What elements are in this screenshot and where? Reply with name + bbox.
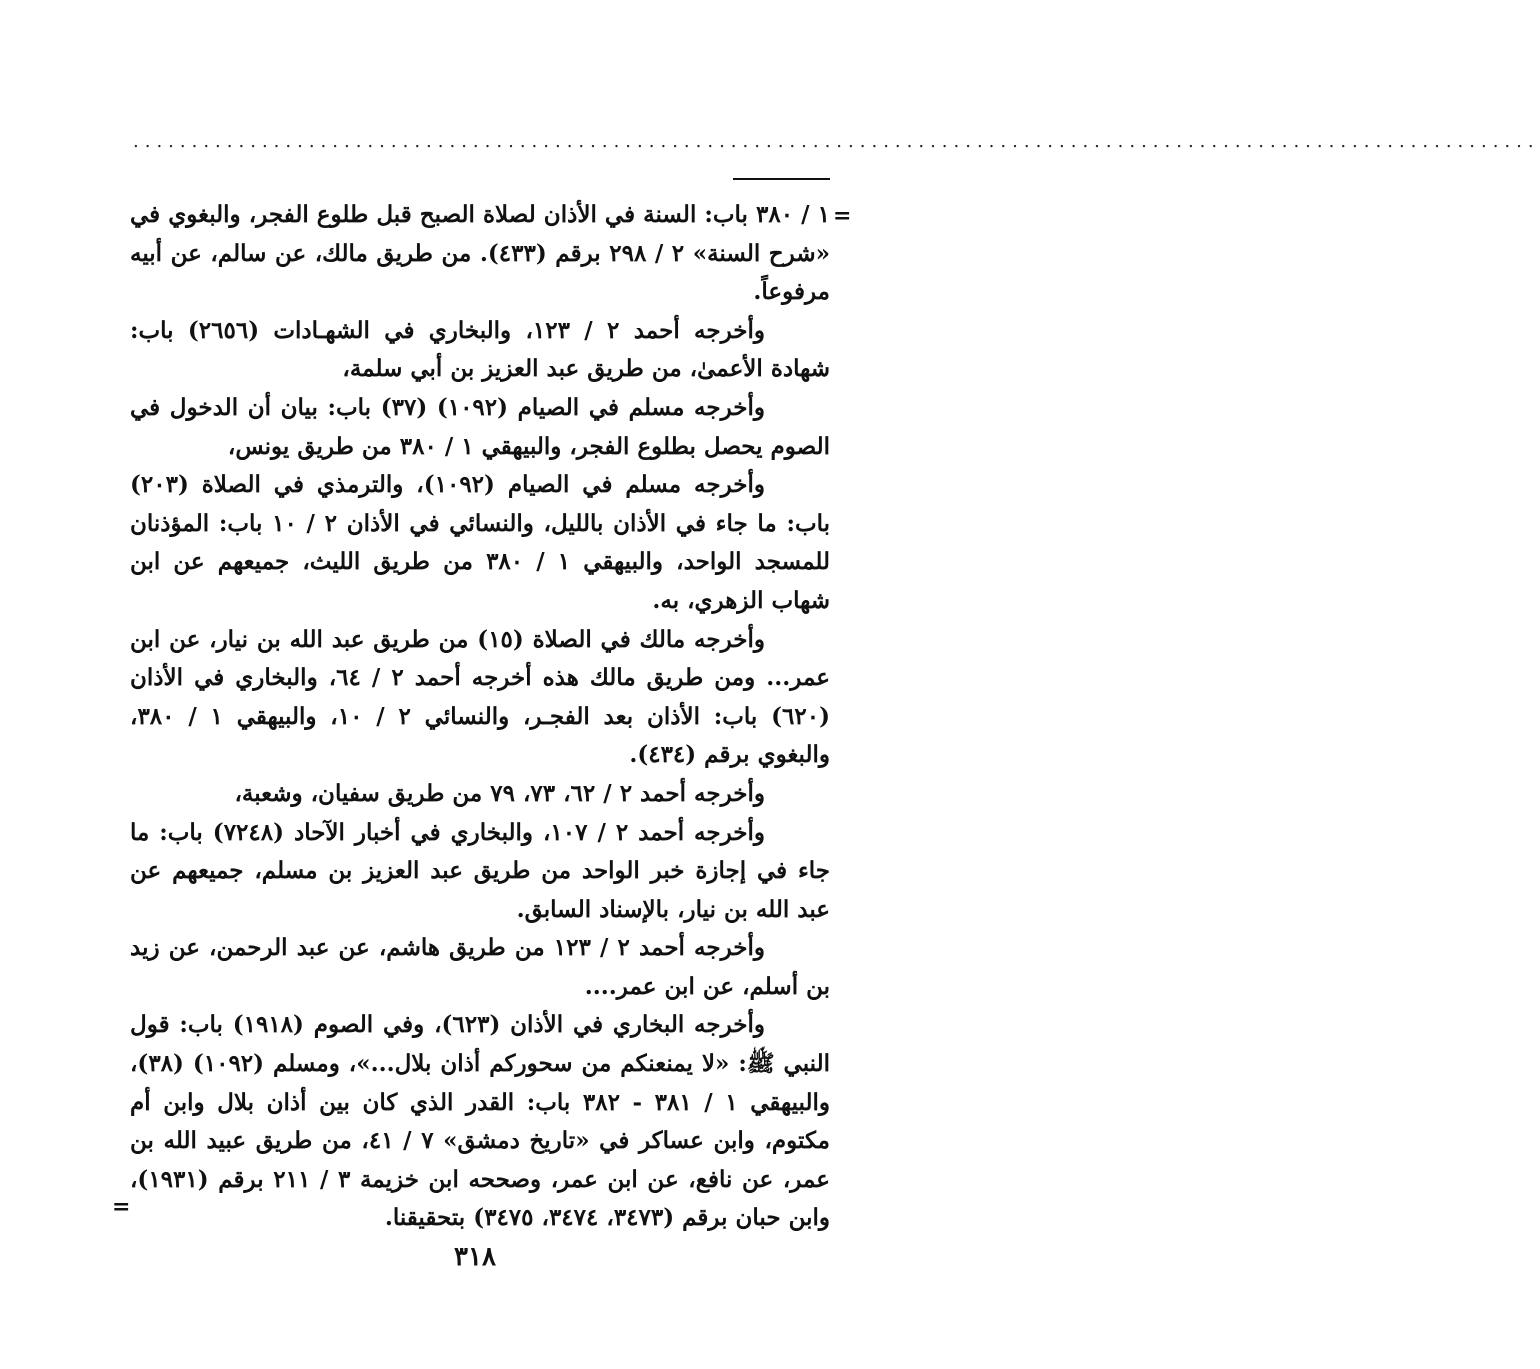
footnote-paragraph: وأخرجه أحمد ٢ / ١٠٧، والبخاري في أخبار الآحاد (٧٢٤٨) باب: ما جاء في إجازة خبر الواحد من طريق عبد العزيز بن مسلم، جميعهم عن عبد الله بن نيار، بالإسناد السابق.	[130, 818, 830, 923]
footnotes	[130, 196, 830, 1238]
footnote-paragraph: وأخرجه مالك في الصلاة (١٥) من طريق عبد الله بن نيار، عن ابن عمر... ومن طريق مالك هذه أخرجه أحمد ٢ / ٦٤، والبخاري في الأذان (٦٢٠) باب: الأذان بعد الفجـر، والنسائي ٢ / ١٠، والبيهقي ١ / ٣٨٠، والبغوي برقم (٤٣٤).	[130, 625, 830, 769]
dotted-separator: ........................................................................................................................	[133, 131, 1540, 152]
footnote-paragraph: وأخرجه أحمد ٢ / ٦٢، ٧٣، ٧٩ من طريق سفيان، وشعبة،	[234, 779, 765, 807]
footnote-paragraph: وأخرجه البخاري في الأذان (٦٢٣)، وفي الصوم (١٩١٨) باب: قول النبي ﷺ: «لا يمنعنكم من سحوركم أذان بلال...»، ومسلم (١٠٩٢) (٣٨)، والبيهقي ١ / ٣٨١ - ٣٨٢ باب: القدر الذي كان بين أذان بلال وابن أم مكتوم، وابن عساكر في «تاريخ دمشق» ٧ / ٤١، من طريق عبيد الله بن عمر، عن نافع، عن ابن عمر، وصححه ابن خزيمة ٣ / ٢١١ برقم (١٩٣١)، وابن حبان برقم (٣٤٧٣، ٣٤٧٤، ٣٤٧٥) بتحقيقنا.	[130, 1011, 830, 1232]
continuation-mark-end: =	[112, 1194, 131, 1220]
page-number: ٣١٨	[454, 1242, 496, 1272]
footnote-paragraph: وأخرجه أحمد ٢ / ١٢٣ من طريق هاشم، عن عبد الرحمن، عن زيد بن أسلم، عن ابن عمر....	[130, 934, 830, 1000]
footnote-rule	[733, 178, 830, 180]
footnote-paragraph: ١ / ٣٨٠ باب: السنة في الأذان لصلاة الصبح قبل طلوع الفجر، والبغوي في «شرح السنة» ٢ / ٢٩٨ برقم (٤٣٣). من طريق مالك، عن سالم، عن أبيه مرفوعاً.	[130, 201, 830, 306]
continuation-mark-start: =	[833, 203, 852, 229]
footnote-paragraph: وأخرجه مسلم في الصيام (١٠٩٢) (٣٧) باب: بيان أن الدخول في الصوم يحصل بطلوع الفجر، والبيهقي ١ / ٣٨٠ من طريق يونس،	[130, 393, 830, 460]
footnote-paragraph: وأخرجه أحمد ٢ / ١٢٣، والبخاري في الشهـادات (٢٦٥٦) باب: شهادة الأعمىٰ، من طريق عبد العزيز بن أبي سلمة،	[130, 316, 830, 383]
footnote-paragraph: وأخرجه مسلم في الصيام (١٠٩٢)، والترمذي في الصلاة (٢٠٣) باب: ما جاء في الأذان بالليل، والنسائي في الأذان ٢ / ١٠ باب: المؤذنان للمسجد الواحد، والبيهقي ١ / ٣٨٠ من طريق الليث، جميعهم عن ابن شهاب الزهري، به.	[130, 471, 831, 614]
